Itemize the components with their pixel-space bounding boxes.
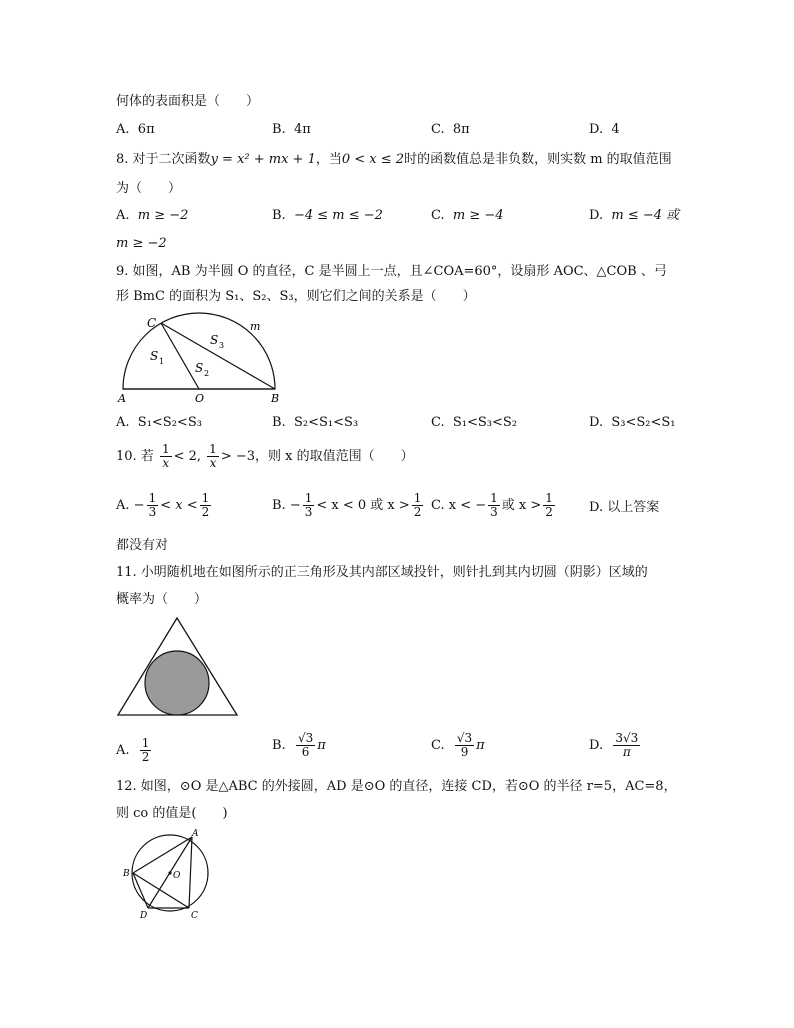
label-a: A xyxy=(118,392,126,405)
q8-option-d: D. m ≤ −4 或 xyxy=(589,208,680,223)
q10-option-c: C. x < − $\frac{1}{3}$ 或 x > $\frac{1}{2}$ xyxy=(431,491,553,519)
segment-bc xyxy=(133,873,189,908)
label-c: C xyxy=(147,316,157,330)
label-s3: S xyxy=(210,333,219,347)
q12-stem-line1: 12. 如图，⊙O 是△ABC 的外接圆，AD 是⊙O 的直径，连接 CD，若⊙O 的半径 r=5，AC=8， xyxy=(116,779,677,794)
q12-stem-line2: 则 co 的值是( ) xyxy=(116,806,228,821)
center-point xyxy=(168,871,171,874)
q7-option-a: A. 6π xyxy=(116,122,155,137)
q9-stem-line2: 形 BmC 的面积为 S₁、S₂、S₃，则它们之间的关系是（ ） xyxy=(116,289,476,304)
label-s1: S xyxy=(150,349,159,363)
q10-stem: 10. 若 $\frac{1}{x}$ < 2, $\frac{1}{x}$ > −3，则 x 的取值范围（ ） xyxy=(116,442,414,470)
q9-stem-line1: 9. 如图，AB 为半圆 O 的直径，C 是半圆上一点，且∠COA=60°，设扇形 AOC、△COB 、弓 xyxy=(116,264,667,279)
q7-option-b: B. 4π xyxy=(272,122,311,137)
label-b: B xyxy=(123,869,130,879)
label-d: D xyxy=(140,911,148,920)
label-o: O xyxy=(195,392,205,405)
q11-option-a: A. $\frac{1}{2}$ xyxy=(116,736,150,764)
q10-option-d: D. 以上答案 xyxy=(589,500,660,515)
label-o: O xyxy=(173,871,181,881)
q8-stem-line2: 为（ ） xyxy=(116,181,182,196)
label-s2-sub: 2 xyxy=(204,369,210,378)
q11-option-c: C. $\frac{√3}{9}$ π xyxy=(431,731,485,759)
segment-ab xyxy=(133,837,192,873)
label-m: m xyxy=(250,320,261,333)
q9-option-c: C. S₁<S₃<S₂ xyxy=(431,415,518,430)
q7-stem-tail: 何体的表面积是（ ） xyxy=(116,94,260,109)
q10-option-b: B. − $\frac{1}{3}$ < x < 0 或 x > $\frac{1}{2}$ xyxy=(272,491,422,519)
q9-option-a: A. S₁<S₂<S₃ xyxy=(116,415,202,430)
q8-option-d-wrap: m ≥ −2 xyxy=(116,236,167,251)
label-s3-sub: 3 xyxy=(219,341,225,350)
q8-option-b: B. −4 ≤ m ≤ −2 xyxy=(272,208,383,223)
q9-option-b: B. S₂<S₁<S₃ xyxy=(272,415,359,430)
q8-stem: 8. 对于二次函数y = x² + mx + 1，当0 < x ≤ 2时的函数值总是非负数，则实数 m 的取值范围 xyxy=(116,152,672,167)
q9-option-d: D. S₃<S₂<S₁ xyxy=(589,415,676,430)
segment-co xyxy=(161,323,199,389)
q11-option-b: B. $\frac{√3}{6}$ π xyxy=(272,731,326,759)
label-s1-sub: 1 xyxy=(159,357,165,366)
q10-option-a: A. − $\frac{1}{3}$ < x < $\frac{1}{2}$ xyxy=(116,491,210,519)
q11-triangle-incircle-figure xyxy=(114,614,242,720)
q10-option-d-wrap: 都没有对 xyxy=(116,538,169,553)
q11-option-d: D. $\frac{3√3}{\pi}$ xyxy=(589,731,639,759)
q11-stem-line1: 11. 小明随机地在如图所示的正三角形及其内部区域投针，则针扎到其内切圆（阴影）区域的 xyxy=(116,565,648,580)
label-b: B xyxy=(271,392,280,405)
q11-stem-line2: 概率为（ ） xyxy=(116,592,208,607)
segment-ac xyxy=(189,837,192,908)
q7-option-c: C. 8π xyxy=(431,122,470,137)
q7-option-d: D. 4 xyxy=(589,122,620,137)
q12-circumcircle-figure xyxy=(118,828,218,920)
inscribed-circle-shaded xyxy=(145,651,209,715)
label-s2: S xyxy=(195,361,204,375)
label-a: A xyxy=(192,829,199,839)
q8-option-c: C. m ≥ −4 xyxy=(431,208,504,223)
q8-option-a: A. m ≥ −2 xyxy=(116,208,189,223)
q9-semicircle-figure xyxy=(114,312,284,406)
label-c: C xyxy=(191,911,198,920)
